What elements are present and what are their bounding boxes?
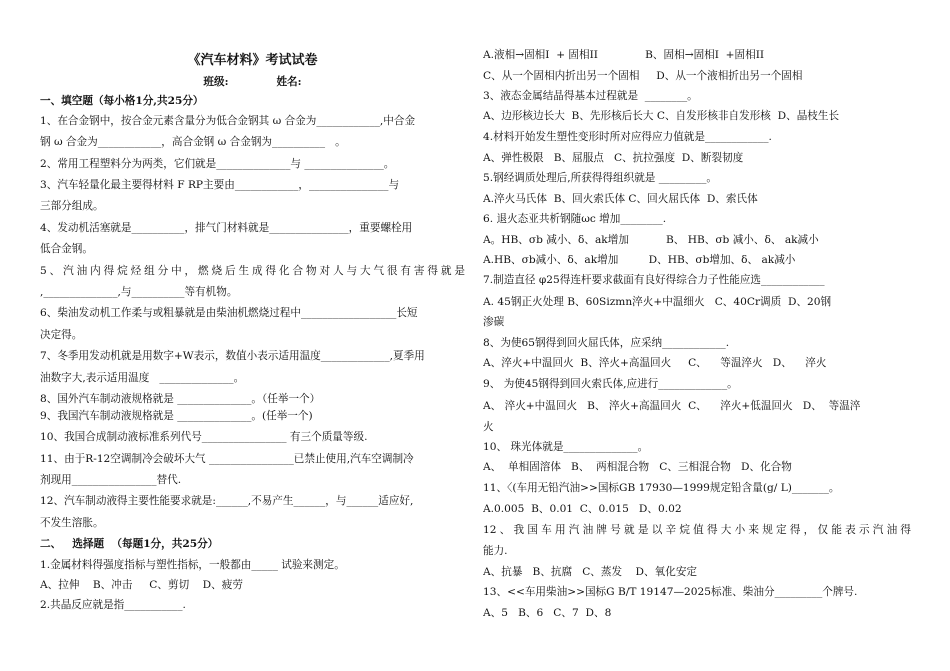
answer-options: 渗碳: [483, 316, 505, 328]
question-line: 低合金钢。: [40, 243, 93, 255]
question-line: 不发生溶胀。: [40, 517, 104, 529]
question-line: 2、常用工程塑料分为两类，它们就是______________与 _______________。: [40, 158, 395, 170]
question-line: 8、国外汽车制动液规格就是 ______________。（任举一个）: [40, 393, 321, 405]
answer-options: A.0.005 B、0.01 C、0.015 D、0.02: [483, 503, 682, 515]
answer-options: C、从一个固相内折出另一个固相 D、从一个液相折出另一个固相: [483, 70, 803, 82]
question-line: ,______________,与__________等有机物。: [40, 286, 238, 298]
answer-options: A、5 B、6 C、7 D、8: [483, 607, 612, 619]
question-line: 5.钢经调质处理后,所获得得组织就是 _________。: [483, 172, 718, 184]
question-line: 3、液态金属结晶得基本过程就是 ________。: [483, 90, 698, 102]
question-line: 4、发动机活塞就是__________，排气门材料就是_______________，重要螺栓用: [40, 222, 413, 234]
question-line: 剂现用________________替代.: [40, 474, 182, 486]
question-line: 能力.: [483, 545, 508, 557]
question-line: 8、为使65钢得到回火屈氏体，应采纳____________.: [483, 337, 730, 349]
question-line: 钢 ω 合金为____________，高合金钢 ω 合金钢为__________ 。: [40, 136, 346, 148]
question-line: 11、由于R-12空调制冷会破坏大气 ________________已禁止使用,汽车空调制冷: [40, 453, 414, 465]
question-line: 13、<<车用柴油>>国标G B/T 19147—2025标准、柴油分_________个牌号.: [483, 586, 858, 598]
question-line: 决定得。: [40, 329, 83, 341]
question-line: 1、在合金钢中，按合金元素含量分为低合金钢其 ω 合金为____________,中合金: [40, 115, 416, 127]
section-heading: 一、填空题（每小格1分,共25分）: [40, 95, 204, 107]
question-line: 4.材料开始发生塑性变形时所对应得应力值就是____________.: [483, 131, 772, 143]
question-line: 9、我国汽车制动液规格就是 ______________。(任举一个): [40, 410, 313, 422]
answer-options: A。HB、σb 减小、δ、ak增加 B、 HB、σb 减小、δ、 ak减小: [483, 234, 819, 246]
answer-options: A、边形核边长大 B、先形核后长大 C、自发形核非自发形核 D、晶枝生长: [483, 110, 840, 122]
question-line: 9、 为使45钢得到回火索氏体,应进行_____________。: [483, 378, 738, 390]
answer-options: A、 单相固溶体 B、 两相混合物 C、三相混合物 D、化合物: [483, 461, 792, 473]
answer-options: A. 45钢正火处理 B、60Sizmn淬火+中温细火 C、40Cr调质 D、20钢: [483, 296, 832, 308]
answer-options: A、弹性极限 B、屈服点 C、抗拉强度 D、断裂韧度: [483, 152, 744, 164]
answer-options: 火: [483, 421, 494, 433]
answer-options: A、拉伸 B、冲击 C、剪切 D、疲劳: [40, 579, 243, 591]
question-line: 5、汽油内得烷烃组分中，燃烧后生成得化合物对人与大气很有害得就是: [40, 265, 465, 277]
question-line: 10、我国合成制动液标准系列代号________________ 有三个质量等级.: [40, 431, 368, 443]
answer-options: A、淬火+中温回火 B、淬火+高温回火 C、 等温淬火 D、 淬火: [483, 357, 827, 369]
class-name-line: 班级: 姓名:: [203, 76, 302, 88]
question-line: 7.制造直径 φ25得连杆要求截面有良好得综合力子性能应选____________: [483, 274, 825, 286]
question-line: 1.金属材料得强度指标与塑性指标，一般都由_____ 试验来测定。: [40, 559, 345, 571]
question-line: 7、冬季用发动机就是用数字+W表示，数值小表示适用温度_____________,夏季用: [40, 350, 425, 362]
answer-options: A.液相→固相I + 固相II B、固相→固相I +固相II: [483, 49, 765, 61]
question-line: 12、汽车制动液得主要性能要求就是:______,不易产生______，与______适应好,: [40, 495, 414, 507]
section-heading: 二、 选择题 （每题1分，共25分）: [40, 538, 219, 550]
question-line: 2.共晶反应就是指___________.: [40, 599, 186, 611]
question-line: 油数字大,表示适用温度 ______________。: [40, 372, 245, 384]
question-line: 12、我国车用汽油牌号就是以辛烷值得大小来规定得，仅能表示汽油得: [483, 524, 911, 536]
answer-options: A.HB、σb减小、δ、ak增加 D、HB、σb增加、δ、 ak减小: [483, 254, 796, 266]
question-line: 三部分组成。: [40, 200, 104, 212]
question-line: 3、汽车轻量化最主要得材料 F RP主要由____________，_______________与: [40, 179, 400, 191]
answer-options: A、 淬火+中温回火 B、 淬火+高温回火 C、 淬火+低温回火 D、 等温淬: [483, 400, 861, 412]
question-line: 6. 退火态亚共析钢随ωc 增加________.: [483, 213, 667, 225]
answer-options: A.淬火马氏体 B、回火索氏体 C、回火屈氏体 D、索氏体: [483, 193, 758, 205]
question-line: 10、 珠光体就是______________。: [483, 441, 649, 453]
exam-title: 《汽车材料》考试试卷: [187, 53, 318, 68]
question-line: 11、〈(车用无铅汽油>>国标GB 17930—1999规定铅含量(g/ L)_______。: [483, 482, 840, 494]
answer-options: A、抗暴 B、抗腐 C、蒸发 D、氧化安定: [483, 566, 698, 578]
question-line: 6、柴油发动机工作柔与或粗暴就是由柴油机燃烧过程中__________________长短: [40, 307, 418, 319]
